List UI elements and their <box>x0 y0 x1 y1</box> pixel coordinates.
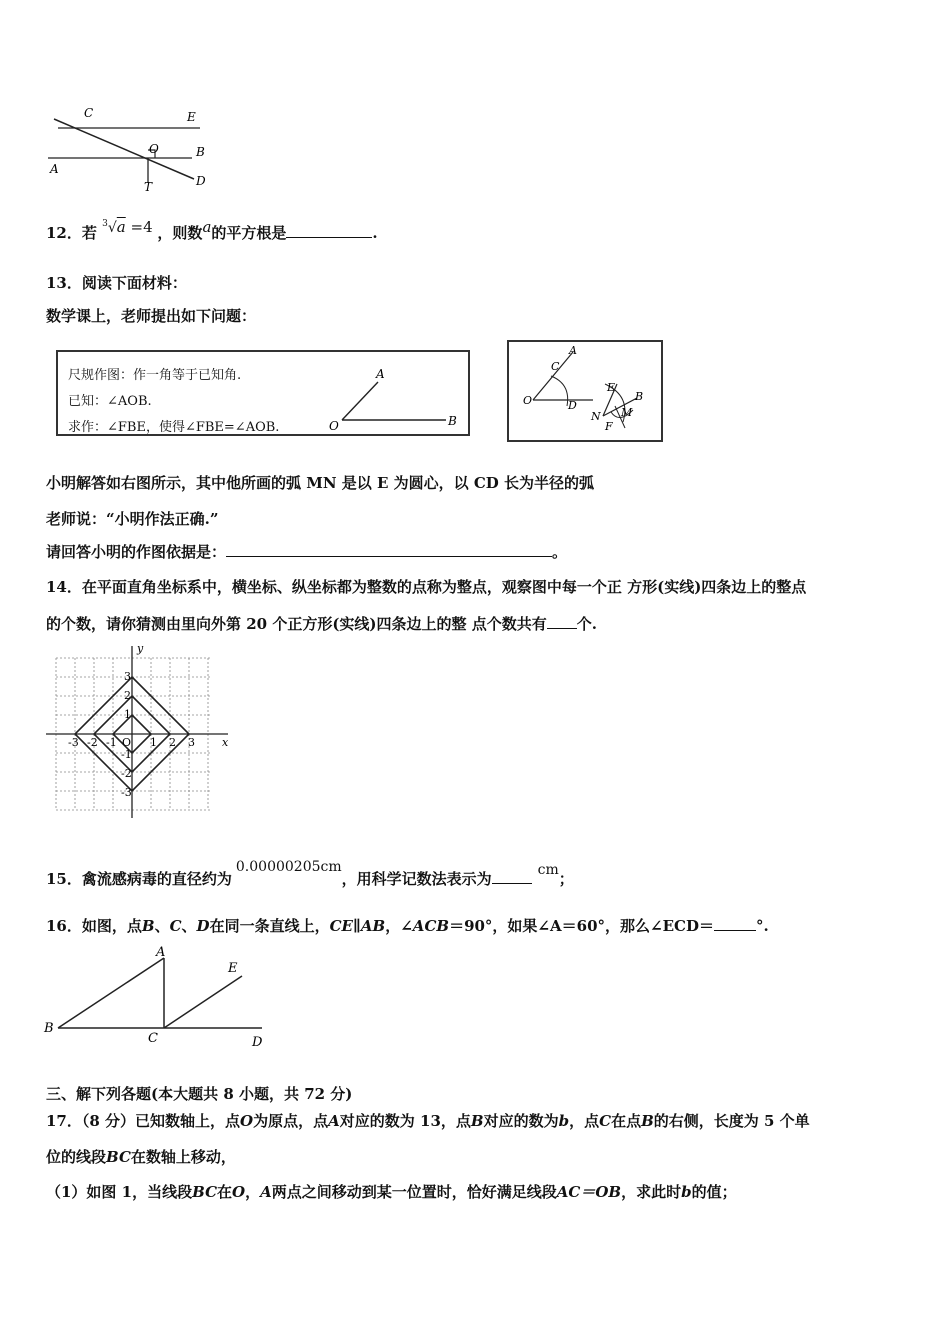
x-tick: 2 <box>169 736 176 749</box>
question-13-teacher: 老师说：“小明作法正确.” <box>46 510 219 528</box>
x-tick: -2 <box>87 736 98 749</box>
c-label-n: N <box>591 410 601 423</box>
question-14-line1: 14．在平面直角坐标系中，横坐标、纵坐标都为整数的点称为整点，观察图中每一个正 方形(实线)四条边上的整点 <box>46 578 807 596</box>
cube-root-expression: $^3$√a =4 <box>102 218 153 236</box>
virus-diameter-value: 0.00000205cm <box>235 859 342 875</box>
label-o: O <box>149 142 159 156</box>
y-tick: 2 <box>124 689 131 702</box>
question-13-intro: 数学课上，老师提出如下问题： <box>46 307 257 325</box>
question-13-ask: 请回答小明的作图依据是： 。 <box>46 543 568 561</box>
c-label-f: F <box>605 420 613 433</box>
y-tick: 1 <box>124 708 131 721</box>
q16-label-a: A <box>156 945 166 960</box>
origin-label: O <box>122 736 132 749</box>
answer-blank-q14 <box>547 614 577 629</box>
question-17-line1: 17．（8 分）已知数轴上，点O为原点，点A对应的数为 13，点B对应的数为b，点C在点B的右侧，长度为 5 个单 <box>46 1112 810 1130</box>
box-line-2: 已知：∠AOB. <box>68 394 152 409</box>
x-tick: -3 <box>68 736 79 749</box>
axis-y-label: y <box>137 642 144 655</box>
answer-blank-q13 <box>226 542 552 557</box>
label-t: T <box>144 180 153 194</box>
c-label-c: C <box>551 360 560 373</box>
box-label-o: O <box>329 419 339 432</box>
question-17-line2: 位的线段BC在数轴上移动， <box>46 1148 236 1166</box>
y-tick: -1 <box>121 748 132 761</box>
c-label-e: E <box>607 381 616 394</box>
question-13-title: 13．阅读下面材料： <box>46 274 187 292</box>
question-16: 16．如图，点B、C、D在同一条直线上，CE∥AB，∠ACB＝90°，如果∠A＝60°，那么∠ECD＝ °. <box>46 917 769 935</box>
q16-label-d: D <box>252 1035 263 1050</box>
coordinate-grid-figure <box>44 642 240 822</box>
y-tick: 3 <box>124 670 131 683</box>
section-3-title: 三、解下列各题(本大题共 8 小题，共 72 分) <box>46 1085 353 1103</box>
c-label-m: M <box>621 406 633 419</box>
box-label-b: B <box>448 414 457 428</box>
q16-label-b: B <box>44 1021 54 1036</box>
question-14-line2: 的个数，请你猜测由里向外第 20 个正方形(实线)四条边上的整 点个数共有 个. <box>46 615 597 633</box>
axis-x-label: x <box>222 736 229 749</box>
question-15: 15．禽流感病毒的直径约为0.00000205cm，用科学记数法表示为 cm； <box>46 859 574 888</box>
label-d: D <box>196 174 206 188</box>
label-c: C <box>84 106 94 120</box>
label-b: B <box>196 145 205 159</box>
c-label-a: A <box>569 344 577 357</box>
y-tick: -3 <box>121 786 132 799</box>
figure-q16 <box>40 944 276 1050</box>
figure-q11 <box>44 105 224 195</box>
box-line-3: 求作：∠FBE，使得∠FBE=∠AOB. <box>68 420 280 435</box>
angle-aob-figure <box>326 362 466 432</box>
box-label-a: A <box>376 367 385 381</box>
q16-label-c: C <box>148 1031 158 1046</box>
q16-label-e: E <box>228 961 238 976</box>
unit-cm: cm <box>537 862 559 878</box>
label-e: E <box>187 110 196 124</box>
c-label-o: O <box>523 394 533 407</box>
c-label-d: D <box>568 399 577 412</box>
answer-blank-q12 <box>286 223 372 238</box>
x-tick: -1 <box>106 736 117 749</box>
question-12: 12．若 $^3$√a =4 ，则数a的平方根是 . <box>46 218 378 242</box>
question-13-answer: 小明解答如右图所示，其中他所画的弧 MN 是以 E 为圆心，以 CD 长为半径的弧 <box>46 474 595 492</box>
problem-box <box>56 350 470 436</box>
box-line-1: 尺规作图：作一角等于已知角. <box>68 368 242 383</box>
label-a: A <box>50 162 59 176</box>
answer-blank-q15 <box>492 869 532 884</box>
x-tick: 1 <box>150 736 157 749</box>
question-17-part1: （1）如图 1，当线段BC在O，A两点之间移动到某一位置时，恰好满足线段AC＝OB，求此时b的值； <box>46 1183 737 1201</box>
x-tick: 3 <box>188 736 195 749</box>
construction-figure <box>507 340 663 442</box>
y-tick: -2 <box>121 767 132 780</box>
c-label-b: B <box>635 390 644 403</box>
answer-blank-q16 <box>714 916 756 931</box>
